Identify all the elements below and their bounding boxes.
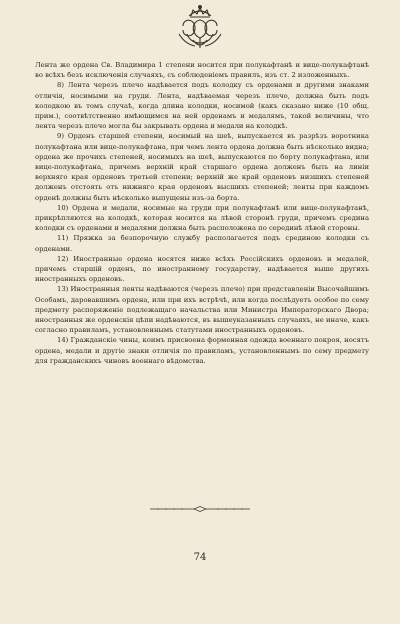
- paragraph-12: 12) Иностранные ордена носятся ниже всѣхъ Россійскихъ орденовъ и медалей, причемъ старшій орденъ, по иностранному государству, надѣвается выше другихъ иностранныхъ орденовъ.: [35, 254, 369, 284]
- page-number: 74: [193, 552, 207, 563]
- paragraph-8: 8) Лента черезъ плечо надѣвается подъ колодку съ орденами и другими знаками отличія, носимыми на груди. Лента, надѣваемая черезъ плечо, должна быть подъ колодкою въ томъ случаѣ, когда длина колодки, носимой (какъ сказано ниже (10 общ. прим.), соотвѣтственно имѣющимся на ней орденамъ и медалямъ, такой величины, что лента черезъ плечо могла бы закрывать ордена и медали на колодкѣ.: [35, 81, 369, 131]
- paragraph-10: 10) Ордена и медали, носимые на груди при полукафтанѣ или вице-полукафтанѣ, прикрѣпляются на колодкѣ, которая носится на лѣвой сторонѣ груди, причемъ средина колодки съ орденами и медалями должна быть расположена по серединѣ лѣвой стороны.: [35, 203, 369, 233]
- paragraph-11: 11) Пряжка за безпорочную службу располагается подъ срединою колодки съ орденами.: [35, 234, 369, 253]
- paragraph-9: 9) Орденъ старшей степени, носимый на шеѣ, выпускается въ разрѣзъ воротника полукафтана или вице-полукафтана, при чемъ лента ордена должна быть нѣсколько видна; ордена же прочихъ степеней, носимыхъ на шеѣ, выпускаются по борту полукафтана, или вице-полукафтана, причемъ верхній край старшаго ордена долженъ быть на линіи верхняго края орденовъ третьей степени; верхній же край орденовъ низшихъ степеней долженъ отстоять отъ нижняго края орденовъ высшихъ степеней; ленты при каждомъ орденѣ должны быть нѣсколько выпущены изъ-за борта.: [35, 132, 369, 202]
- paragraph-continuation: Лента же ордена Св. Владимира 1 степени носится при полукафтанѣ и вице-полукафтанѣ во всѣхъ безъ исключенія случаяхъ, съ соблюденіемъ правилъ, изъ ст. 2 изложенныхъ.: [35, 61, 369, 80]
- body-text: [35, 60, 369, 366]
- ornamental-divider: [150, 506, 250, 512]
- paragraph-14: 14) Гражданскіе чины, коимъ присвоена форменная одежда военнаго покроя, носятъ ордена, медали и другіе знаки отличія по правиламъ, установленнымъ по сему предмету для гражданскихъ чиновъ военнаго вѣдомства.: [35, 336, 369, 365]
- imperial-monogram-emblem: [173, 4, 227, 54]
- paragraph-13: 13) Иностранныя ленты надѣваются (черезъ плечо) при представленіи Высочайшимъ Особамъ, даровавшимъ ордена, или при ихъ встрѣчѣ, или когда послѣдуетъ особое по сему предмету распоряженіе подлежащаго начальства или Министра Императорскаго Двора; иностранныя же орденскія цѣпи надѣваются, въ вышеуказанныхъ случаяхъ, не иначе, какъ согласно правиламъ, установленнымъ статутами иностранныхъ орденовъ.: [35, 285, 369, 335]
